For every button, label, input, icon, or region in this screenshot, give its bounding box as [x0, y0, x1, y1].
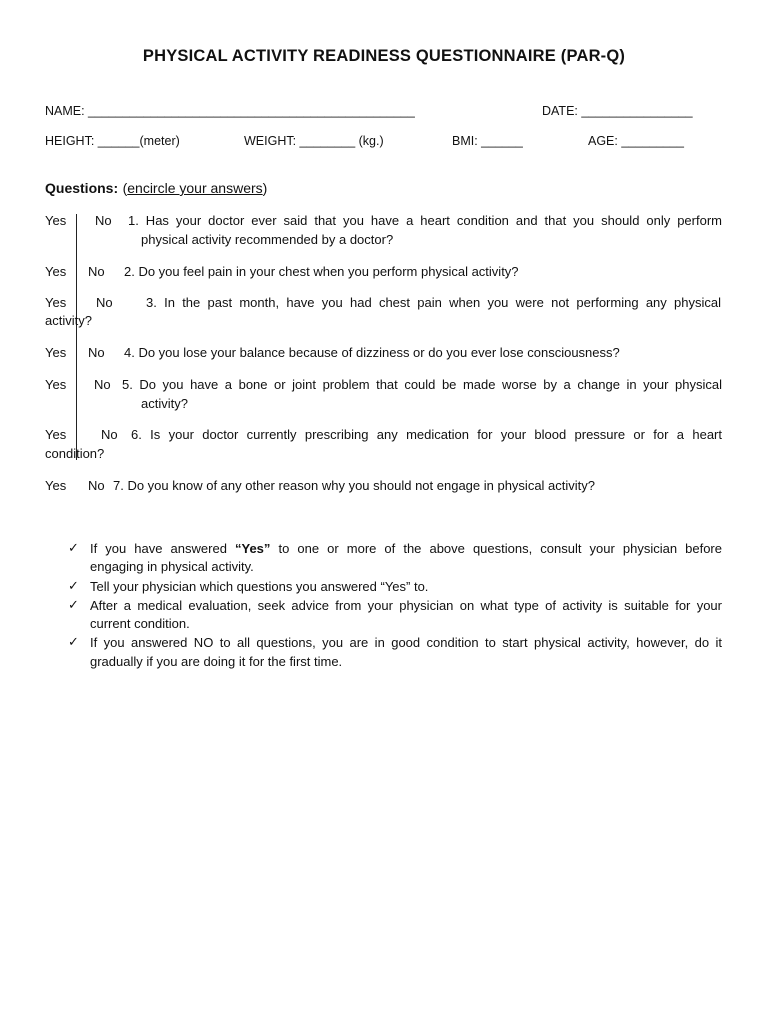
q4-yes[interactable]: Yes [45, 345, 67, 360]
q3-yes[interactable]: Yes [45, 295, 67, 310]
q3-text-cont: activity? [45, 313, 92, 328]
note-1-post: to one or more of the above questions, consult your physician before [270, 541, 722, 556]
q1-text: 1. Has your doctor ever said that you have a heart condition and that you should only perform [128, 213, 722, 228]
name-field[interactable]: NAME: _______________________________________________ [45, 104, 415, 118]
q4-no[interactable]: No [88, 345, 105, 360]
questions-header [45, 180, 267, 198]
weight-field[interactable]: WEIGHT: ________ (kg.) [244, 134, 384, 148]
note-1-cont: engaging in physical activity. [90, 559, 254, 574]
questions-label: Questions: [45, 180, 119, 196]
q5-text: 5. Do you have a bone or joint problem that could be made worse by a change in your physical [122, 377, 722, 392]
q7-text: 7. Do you know of any other reason why you should not engage in physical activity? [113, 478, 596, 493]
q1-text-cont: physical activity recommended by a doctor? [141, 232, 394, 247]
q3-no[interactable]: No [96, 295, 113, 310]
q7-yes[interactable]: Yes [45, 478, 67, 493]
check-icon: ✓ [68, 634, 79, 649]
q2-yes[interactable]: Yes [45, 264, 67, 279]
q6-yes[interactable]: Yes [45, 427, 67, 442]
instruction-text: encircle your answers [127, 180, 263, 196]
height-field[interactable]: HEIGHT: ______(meter) [45, 134, 180, 148]
q6-text-cont: condition? [45, 446, 105, 461]
q1-yes[interactable]: Yes [45, 213, 67, 228]
q3-text: 3. In the past month, have you had chest pain when you were not performing any physical [146, 295, 721, 310]
q6-no[interactable]: No [101, 427, 118, 442]
note-3: After a medical evaluation, seek advice from your physician on what type of activity is suitable for your [90, 598, 722, 613]
q5-no[interactable]: No [94, 377, 111, 392]
note-1 [90, 541, 722, 556]
q2-no[interactable]: No [88, 264, 105, 279]
answer-divider-line [76, 214, 77, 460]
q7-no[interactable]: No [88, 478, 105, 493]
note-2: Tell your physician which questions you answered “Yes” to. [90, 579, 429, 594]
q4-text: 4. Do you lose your balance because of dizziness or do you ever lose consciousness? [124, 345, 620, 360]
page-title: PHYSICAL ACTIVITY READINESS QUESTIONNAIRE (PAR-Q) [142, 47, 626, 65]
check-icon: ✓ [68, 597, 79, 612]
instruction-open: ( [122, 180, 128, 196]
q6-text: 6. Is your doctor currently prescribing any medication for your blood pressure or for a heart [131, 427, 722, 442]
bmi-field[interactable]: BMI: ______ [452, 134, 523, 148]
q5-yes[interactable]: Yes [45, 377, 67, 392]
q1-no[interactable]: No [95, 213, 112, 228]
date-field[interactable]: DATE: ________________ [542, 104, 693, 118]
q2-text: 2. Do you feel pain in your chest when you perform physical activity? [124, 264, 519, 279]
note-3-cont: current condition. [90, 616, 190, 631]
q5-text-cont: activity? [141, 396, 188, 411]
age-field[interactable]: AGE: _________ [588, 134, 684, 148]
note-4-cont: gradually if you are doing it for the first time. [90, 654, 343, 669]
note-1-pre: If you have answered [90, 541, 235, 556]
note-4: If you answered NO to all questions, you are in good condition to start physical activity, however, do it [90, 635, 722, 650]
instruction-close: ) [262, 180, 268, 196]
note-1-bold: “Yes” [235, 541, 271, 556]
check-icon: ✓ [68, 578, 79, 593]
check-icon: ✓ [68, 540, 79, 555]
